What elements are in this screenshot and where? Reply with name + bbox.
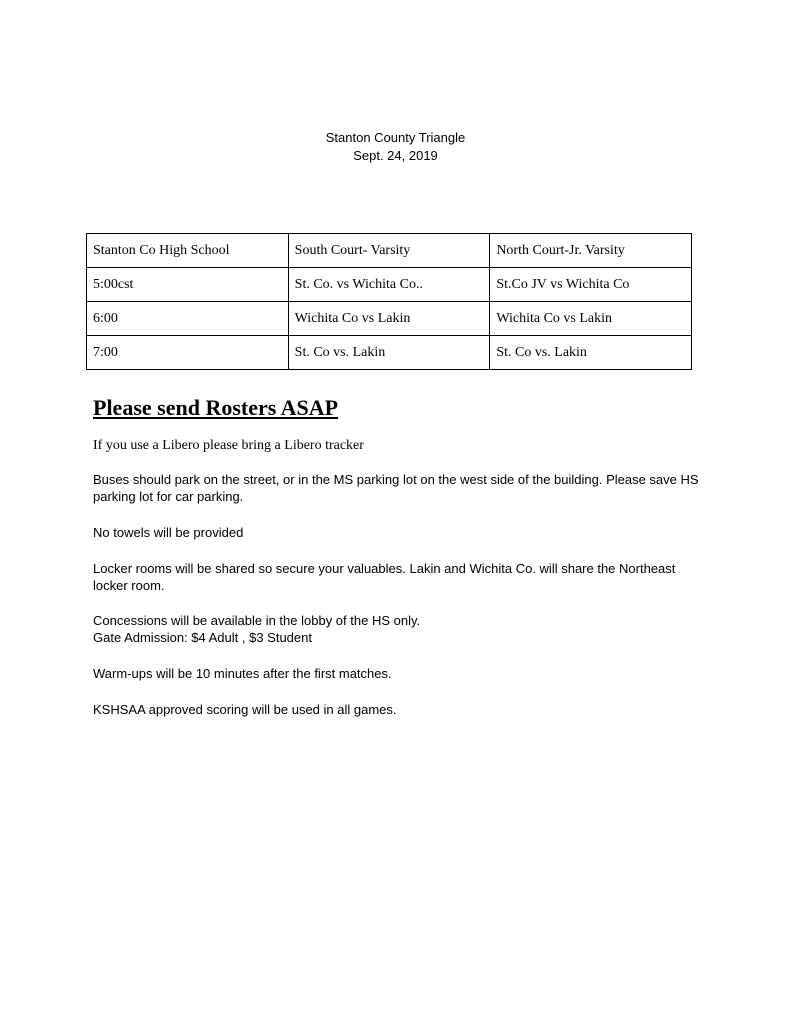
table-cell: St. Co. vs Wichita Co.. [288,268,490,302]
admission-text: Gate Admission: $4 Adult , $3 Student [93,630,312,645]
concessions-note [93,612,713,646]
warmups-text: Warm-ups will be 10 minutes after the first matches. [93,666,392,681]
warmups-note [93,665,713,682]
document-header [0,129,791,165]
match-schedule-table [86,233,692,370]
locker-note [93,560,713,594]
table-cell: Wichita Co vs Lakin [288,302,490,336]
table-cell: North Court-Jr. Varsity [490,234,692,268]
table-cell: 7:00 [87,336,289,370]
table-cell: 5:00cst [87,268,289,302]
table-cell: St. Co vs. Lakin [490,336,692,370]
table-row [87,302,692,336]
event-date: Sept. 24, 2019 [353,148,438,163]
event-title: Stanton County Triangle [325,130,466,145]
libero-note: If you use a Libero please bring a Libero tracker [93,438,364,453]
buses-text: Buses should park on the street, or in the MS parking lot on the west side of the building. Please save HS parking lot for car parking. [93,472,699,504]
locker-text: Locker rooms will be shared so secure your valuables. Lakin and Wichita Co. will share the Northeast locker room. [93,561,676,593]
towels-text: No towels will be provided [93,525,244,540]
rosters-headline: Please send Rosters ASAP [93,395,339,420]
towels-note [93,524,713,541]
table-cell: Wichita Co vs Lakin [490,302,692,336]
scoring-text: KSHSAA approved scoring will be used in all games. [93,702,397,717]
table-row [87,336,692,370]
buses-note [93,471,713,505]
table-cell: South Court- Varsity [288,234,490,268]
table-row [87,234,692,268]
table-cell: Stanton Co High School [87,234,289,268]
table-row [87,268,692,302]
table-cell: St.Co JV vs Wichita Co [490,268,692,302]
table-cell: 6:00 [87,302,289,336]
scoring-note [93,701,713,718]
table-cell: St. Co vs. Lakin [288,336,490,370]
concessions-text: Concessions will be available in the lobby of the HS only. [93,613,421,628]
